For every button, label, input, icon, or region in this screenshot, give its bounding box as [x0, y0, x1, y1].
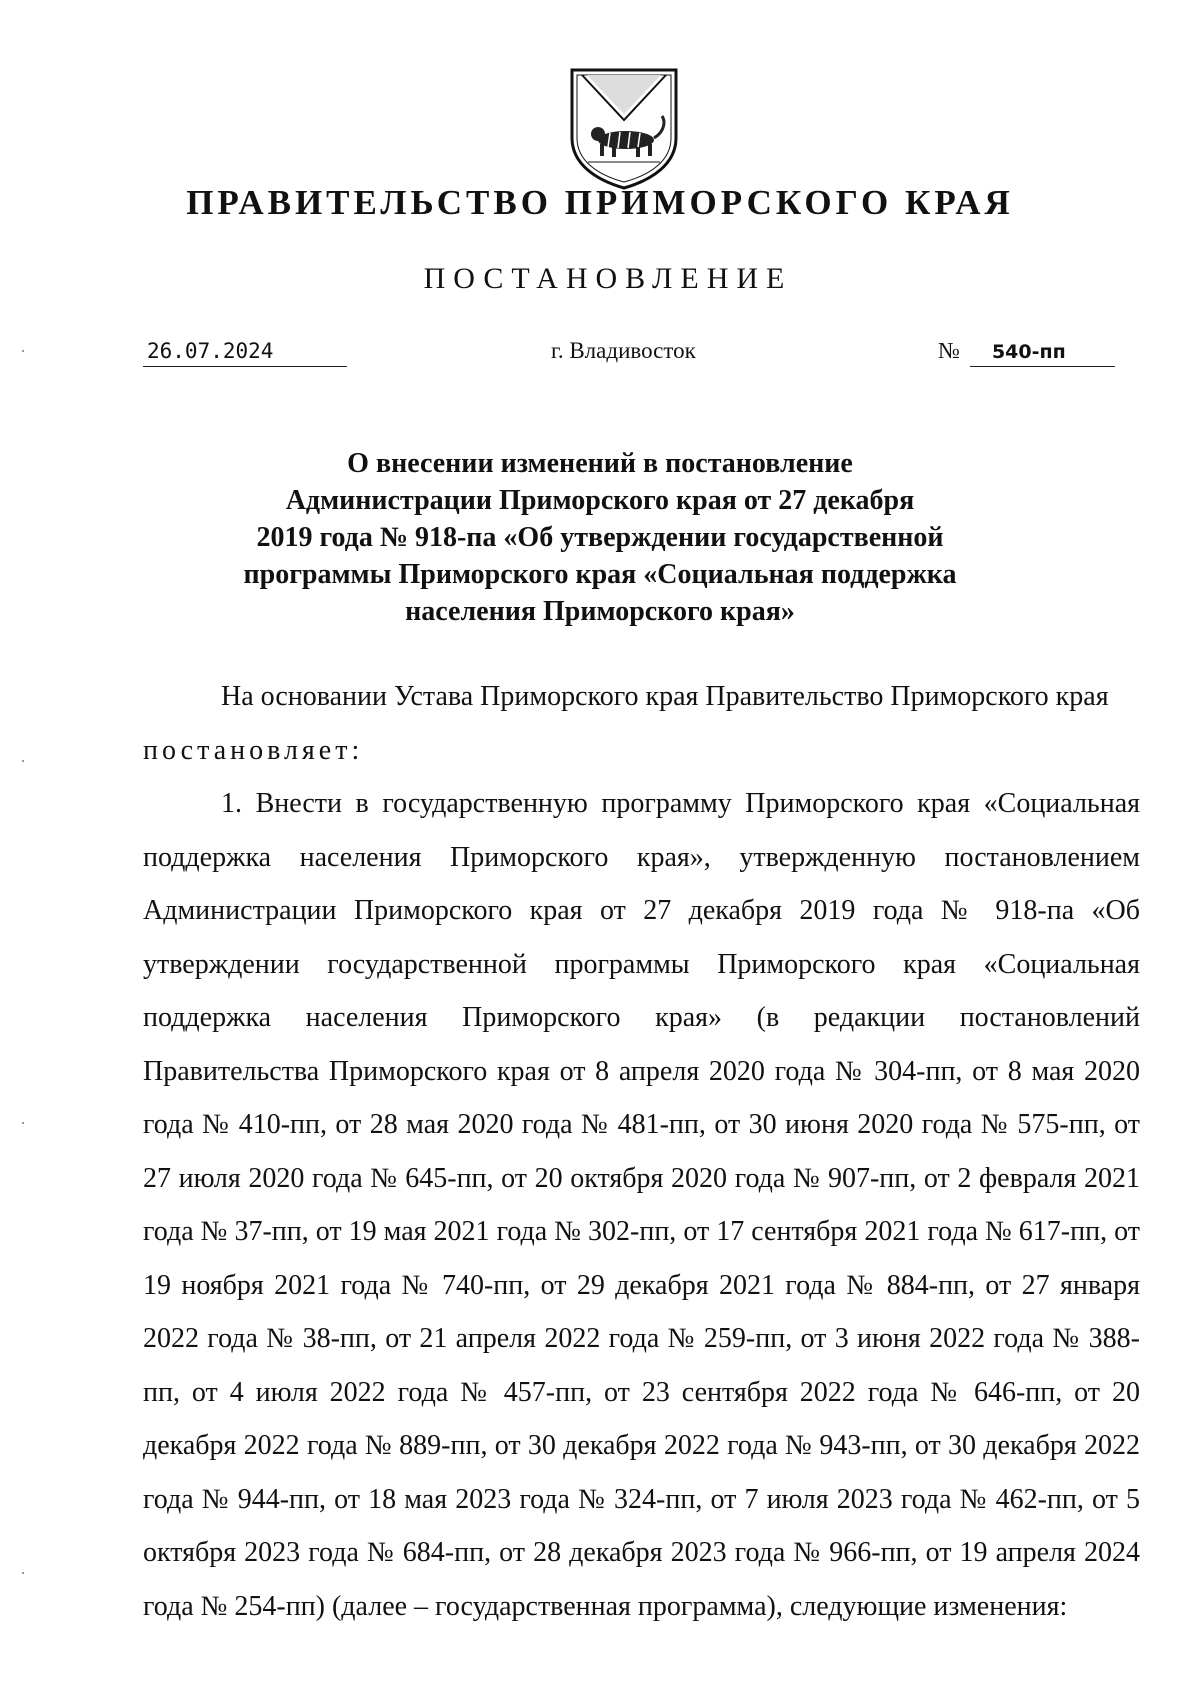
decree-word: постановляет: [143, 734, 352, 766]
document-heading: [150, 445, 1050, 630]
document-number: 540-пп: [970, 337, 1115, 367]
margin-mark: [22, 1572, 24, 1574]
coat-of-arms-emblem: [568, 66, 680, 190]
margin-mark: [22, 1122, 24, 1124]
heading-line: населения Приморского края»: [405, 596, 795, 627]
item-1-paragraph: 1. Внести в государственную программу Приморского края «Социальная поддержка населения Приморского края», утвержденную постановлением Администрации Приморского края от 27 декабря 2019 года № 918-па «Об утверждении государственной программы Приморского края «Социальная поддержка населения Приморского края» (в редакции постановлений Правительства Приморского края от 8 апреля 2020 года № 304-пп, от 8 мая 2020 года № 410-пп, от 28 мая 2020 года № 481-пп, от 30 июня 2020 года № 575-пп, от 27 июля 2020 года № 645-пп, от 20 октября 2020 года № 907-пп, от 2 февраля 2021 года № 37-пп, от 19 мая 2021 года № 302-пп, от 17 сентября 2021 года № 617-пп, от 19 ноября 2021 года № 740-пп, от 29 декабря 2021 года № 884-пп, от 27 января 2022 года № 38-пп, от 21 апреля 2022 года № 259-пп, от 3 июня 2022 года № 388-пп, от 4 июля 2022 года № 457-пп, от 23 сентября 2022 года № 646-пп, от 20 декабря 2022 года № 889-пп, от 30 декабря 2022 года № 943-пп, от 30 декабря 2022 года № 944-пп, от 18 мая 2023 года № 324-пп, от 7 июля 2023 года № 462-пп, от 5 октября 2023 года № 684-пп, от 28 декабря 2023 года № 966-пп, от 19 апреля 2024 года № 254-пп) (далее – государственная программа), следующие изменения:: [143, 788, 1140, 1622]
intro-paragraph: [143, 670, 1140, 777]
number-sign: №: [938, 338, 960, 363]
heading-line: 2019 года № 918-па «Об утверждении государственной: [256, 522, 944, 553]
document-meta-row: [143, 336, 1123, 376]
intro-colon: :: [351, 734, 360, 766]
heading-line: программы Приморского края «Социальная поддержка: [243, 559, 957, 590]
intro-text: На основании Устава Приморского края Правительство Приморского края: [221, 681, 1109, 712]
heading-line: О внесении изменений в постановление: [347, 448, 853, 479]
margin-mark: [22, 350, 24, 352]
document-type: ПОСТАНОВЛЕНИЕ: [423, 262, 793, 295]
heading-line: Администрации Приморского края от 27 декабря: [285, 485, 915, 516]
document-body: [143, 670, 1140, 1633]
document-number-block: [938, 336, 1115, 366]
document-date: 26.07.2024: [143, 336, 347, 367]
margin-mark: [22, 760, 24, 762]
government-title: ПРАВИТЕЛЬСТВО ПРИМОРСКОГО КРАЯ: [186, 183, 1014, 222]
document-city: г. Владивосток: [551, 338, 696, 363]
